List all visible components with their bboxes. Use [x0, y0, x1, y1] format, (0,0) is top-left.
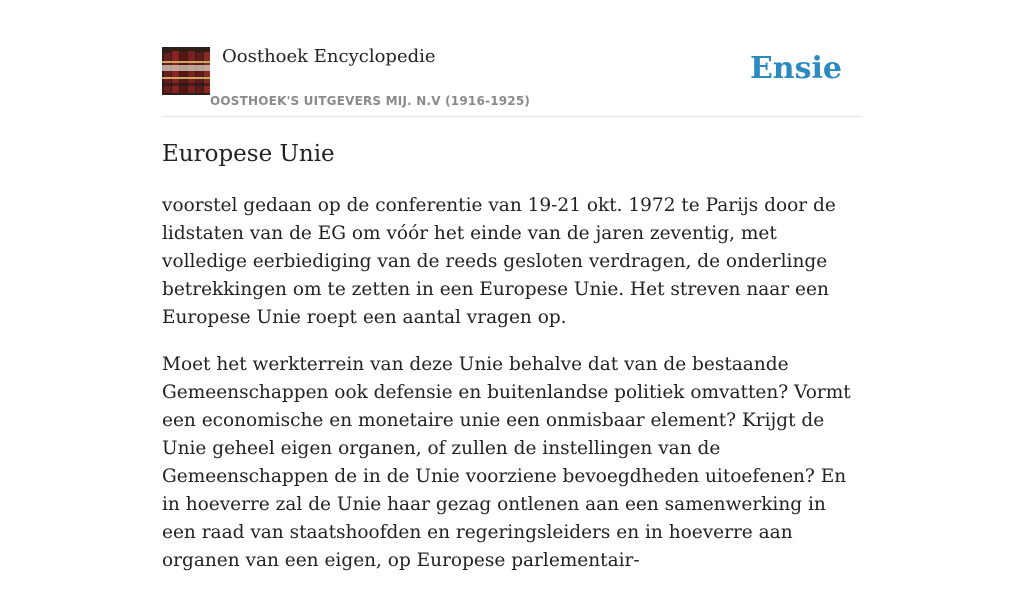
ensie-logo-link[interactable]: Ensie — [749, 51, 842, 86]
paragraph: voorstel gedaan op de conferentie van 19-21 okt. 1972 te Parijs door de lidstaten van de EG om vóór het einde van de jaren zeventig, met volledige eerbiediging van de reeds gesloten verdragen, de onderlinge betrekkingen om te zetten in een Europese Unie. Het streven naar een Europese Unie roept een aantal vragen op. — [162, 195, 836, 328]
article-body — [162, 192, 862, 594]
avatar[interactable] — [162, 47, 210, 95]
source-title[interactable]: Oosthoek Encyclopedie — [222, 46, 436, 67]
article-container — [162, 0, 862, 571]
paragraph: Moet het werkterrein van deze Unie behalve dat van de bestaande Gemeenschappen ook defensie en buitenlandse politiek omvatten? Vormt een economische en monetaire unie een onmisbaar element? Krijgt de Unie geheel eigen organen, of zullen de instellingen van de Gemeenschappen de in de Unie voorziene bevoegdheden uitoefenen? En in hoeverre zal de Unie haar gezag ontlenen aan een samenwerking in een raad van staatshoofden en regeringsleiders en in hoeverre aan organen van een eigen, op Europese parlementair- — [162, 354, 851, 571]
source-header — [162, 0, 862, 117]
page-title: Europese Unie — [162, 141, 335, 167]
source-subtitle: OOSTHOEK'S UITGEVERS MIJ. N.V (1916-1925) — [210, 94, 531, 108]
encyclopedia-books-icon — [162, 47, 210, 95]
